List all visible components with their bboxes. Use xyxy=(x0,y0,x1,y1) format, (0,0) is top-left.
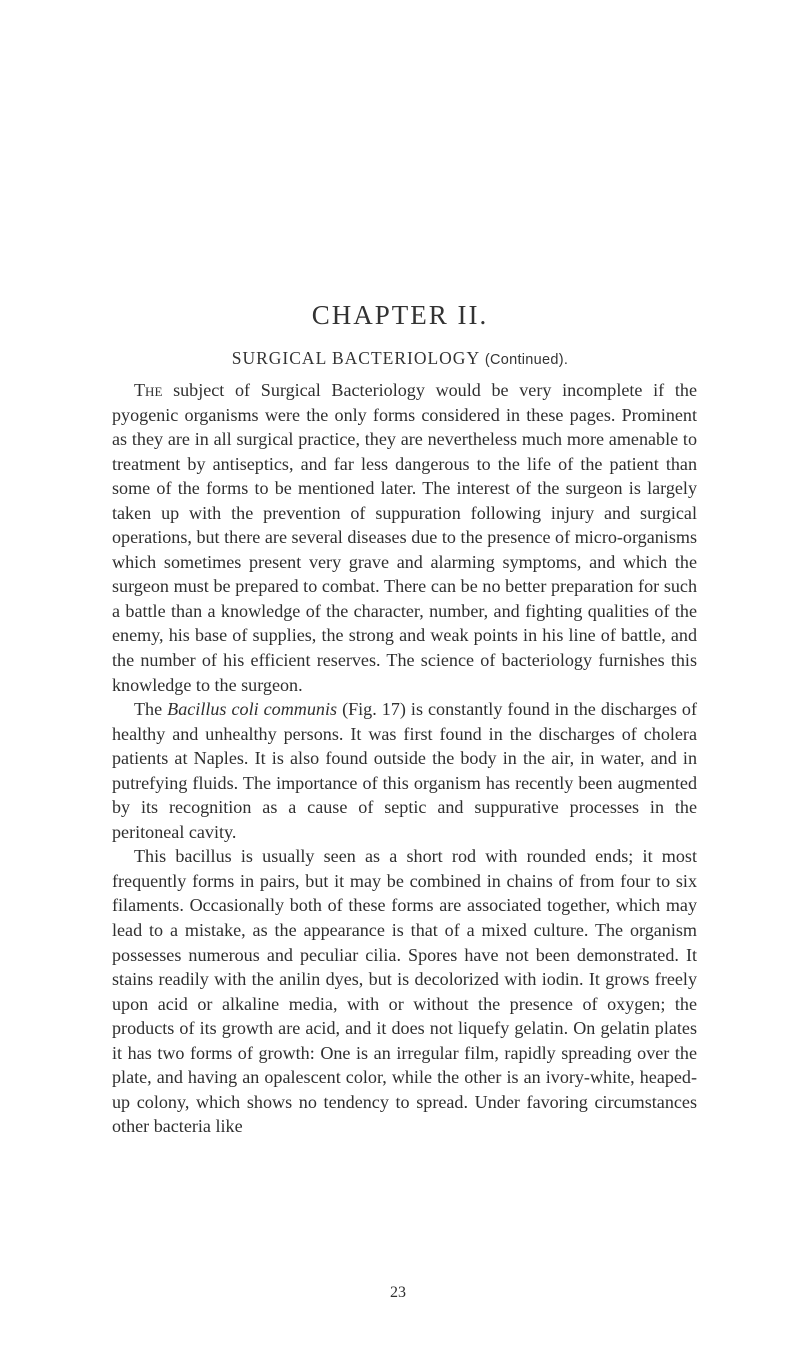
section-title xyxy=(0,348,800,369)
paragraph-3 xyxy=(112,844,697,1139)
paragraph-1 xyxy=(112,378,697,697)
section-title-text: SURGICAL BACTERIOLOGY xyxy=(231,348,480,368)
paragraph-2 xyxy=(112,697,697,844)
paragraph-1-lead: The xyxy=(134,380,163,400)
paragraph-2-italic: Bacillus coli communis xyxy=(167,699,338,720)
page-number: 23 xyxy=(390,1284,406,1301)
paragraph-2-lead: The xyxy=(134,699,163,720)
paragraph-1-text: subject of Surgical Bacteriology would be very incomplete if the pyogenic organisms were the only forms considered in these pages. Prominent as they are in all surgical practice, they are nevertheless much more amenable to treatment by antiseptics, and far less dangerous to the life of the patient than some of the forms to be mentioned later. The interest of the surgeon is largely taken up with the prevention of suppuration following injury and surgical operations, but there are several diseases due to the presence of micro-organisms which sometimes present very grave and alarming symptoms, and which the surgeon must be prepared to combat. There can be no better preparation for such a battle than a knowledge of the character, number, and fighting qualities of the enemy, his base of supplies, the strong and weak points in his line of battle, and the number of his efficient reserves. The science of bacteriology furnishes this knowledge to the surgeon. xyxy=(112,380,697,695)
section-continued: (Continued). xyxy=(484,352,569,368)
paragraph-3-text: This bacillus is usually seen as a short rod with rounded ends; it most frequently forms in pairs, but it may be combined in chains of from four to six filaments. Occasionally both of these forms are associated together, which may lead to a mistake, as the appearance is that of a mixed culture. The organism possesses numerous and peculiar cilia. Spores have not been demonstrated. It stains readily with the anilin dyes, but is decolorized with iodin. It grows freely upon acid or alkaline media, with or without the presence of oxygen; the products of its growth are acid, and it does not liquefy gelatin. On gelatin plates it has two forms of growth: One is an irregular film, rapidly spreading over the plate, and having an opalescent color, while the other is an ivory-white, heaped-up colony, which shows no tendency to spread. Under favoring circumstances other bacteria like xyxy=(112,846,697,1137)
body-text xyxy=(112,378,697,1139)
chapter-title: CHAPTER II. xyxy=(311,300,489,330)
paragraph-2-text: (Fig. 17) is constantly found in the discharges of healthy and unhealthy persons. It was first found in the discharges of cholera patients at Naples. It is also found outside the body in the air, in water, and in putrefying fluids. The importance of this organism has recently been augmented by its recognition as a cause of septic and suppurative processes in the peritoneal cavity. xyxy=(112,699,697,842)
